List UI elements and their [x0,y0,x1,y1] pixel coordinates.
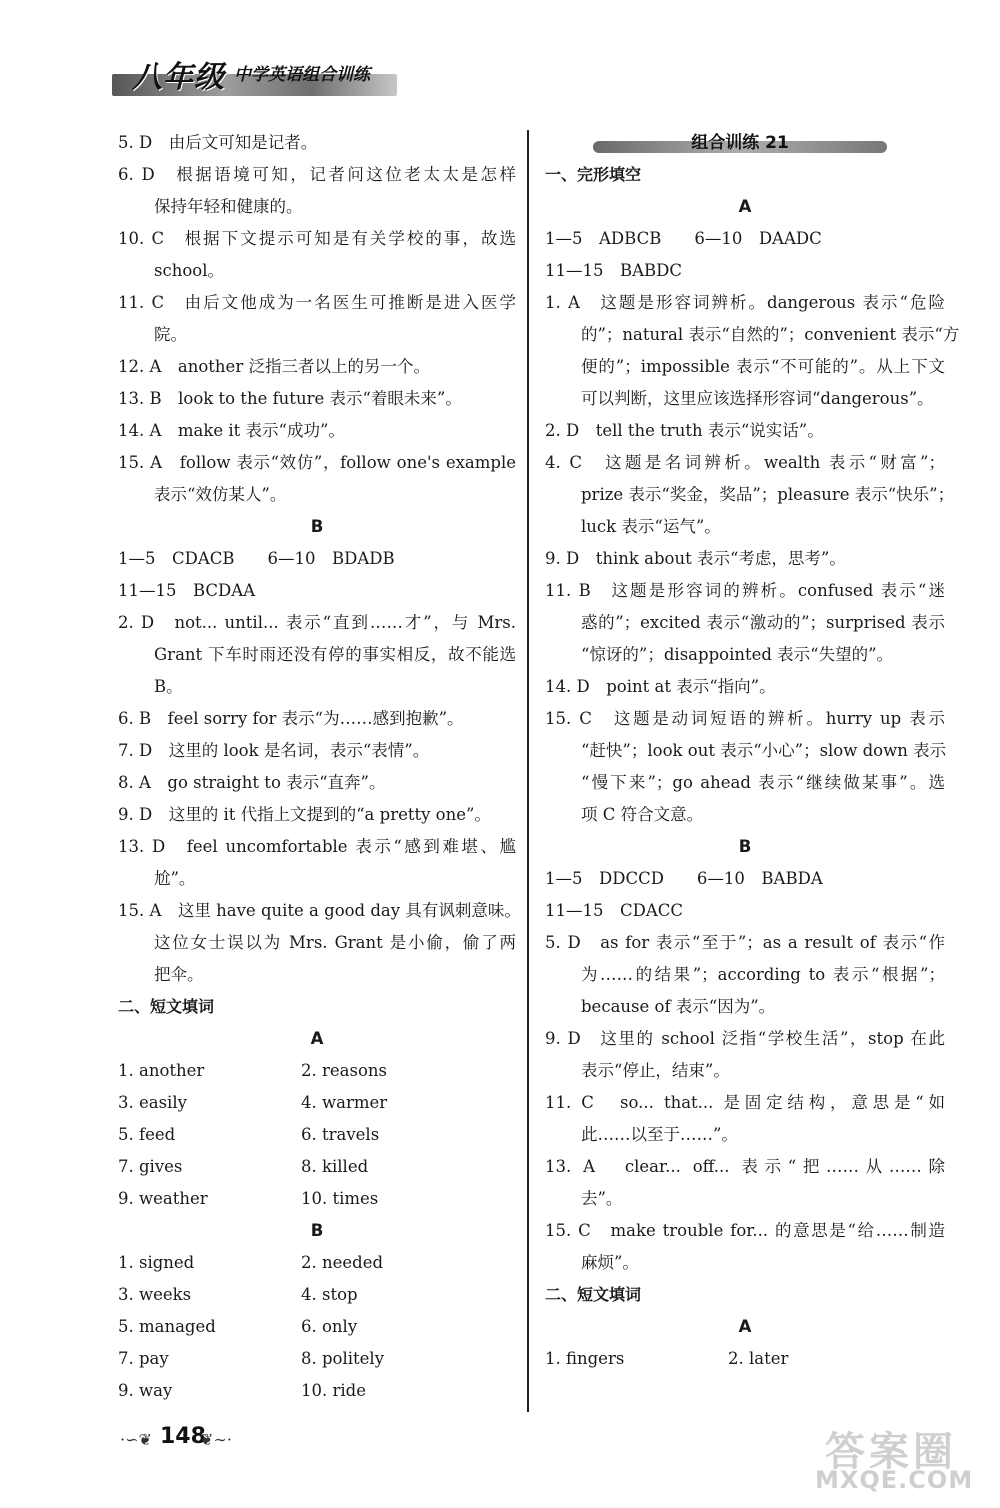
answer-line: 5. D as for 表示“至于”；as a result of 表示“作 [545,933,945,952]
training-title [545,127,945,159]
fill-answer: 10. ride [301,1381,366,1400]
page-header [112,52,402,104]
fill-row [118,1375,516,1407]
ornament-left-icon: ·∽❦ [120,1430,152,1449]
answer-line: 13. B look to the future 表示“着眼未来”。 [118,389,462,408]
fill-row [118,1087,516,1119]
answer-line: 惑的”；excited 表示“激动的”；surprised 表示 [581,613,945,632]
fill-answer: 1. signed [118,1253,195,1272]
fill-answer: 7. pay [118,1349,169,1368]
answer-line: B。 [154,677,183,696]
answer-line: 1—5 DDCCD 6—10 BABDA [545,869,823,888]
answer-line: luck 表示“运气”。 [581,517,721,536]
fill-answer: 1. another [118,1061,205,1080]
answer-line: 5. D 由后文可知是记者。 [118,133,318,152]
left-column [118,127,521,1407]
left-fill-grid-b [118,1247,516,1407]
answer-line: 4. C 这题是名词辨析。wealth 表示“财富”； [545,453,945,472]
fill-answer: 6. travels [301,1125,380,1144]
answer-line: 9. D think about 表示“考虑，思考”。 [545,549,846,568]
answer-line: 12. A another 泛指三者以上的另一个。 [118,357,430,376]
answer-line: school。 [154,261,224,280]
answer-line: 11—15 CDACC [545,901,684,920]
answer-line: 便的”；impossible 表示“不可能的”。从上下文 [581,357,945,376]
answer-line: 二、短文填词 [545,1285,642,1304]
fill-answer: 4. stop [301,1285,358,1304]
left-answer-lines [118,127,521,1055]
fill-answer: 4. warmer [301,1093,388,1112]
fill-answer: 5. feed [118,1125,176,1144]
fill-answer: 8. killed [301,1157,369,1176]
answer-line: 麻烦”。 [581,1253,639,1272]
watermark-logo-text: 答案圈 [825,1429,957,1475]
answer-line: “慢下来”；go ahead 表示“继续做某事”。选 [581,773,945,792]
answer-line: 项 C 符合文意。 [581,805,704,824]
answer-line: 9. D 这里的 it 代指上文提到的“a pretty one”。 [118,805,491,824]
answer-line: 可以判断，这里应该选择形容词“dangerous”。 [581,389,934,408]
answer-line: 11—15 BCDAA [118,581,256,600]
answer-line: B [310,517,324,536]
fill-row [118,1343,516,1375]
fill-answer: 2. needed [301,1253,384,1272]
answer-line: 8. A go straight to 表示“直奔”。 [118,773,386,792]
answer-line: 2. D tell the truth 表示“说实话”。 [545,421,824,440]
answer-line: A [310,1029,324,1048]
book-title: 中学英语组合训练 [234,65,370,85]
right-fill-grid-a [545,1343,945,1375]
right-answer-lines [545,159,960,1343]
fill-answer: 7. gives [118,1157,183,1176]
answer-line: 为……的结果”；according to 表示“根据”； [581,965,945,984]
fill-answer: 3. easily [118,1093,187,1112]
left-fill-grid-a [118,1055,516,1215]
answer-line: 1. A 这题是形容词辨析。dangerous 表示“危险 [545,293,945,312]
answer-line: prize 表示“奖金，奖品”；pleasure 表示“快乐”； [581,485,955,504]
answer-line: 15. C 这题是动词短语的辨析。hurry up 表示 [545,709,945,728]
fill-row [118,1311,516,1343]
watermark [795,1420,995,1500]
answer-line: 二、短文填词 [118,997,215,1016]
fill-answer: 9. weather [118,1189,208,1208]
fill-answer: 9. way [118,1381,173,1400]
answer-line: 13. D feel uncomfortable 表示“感到难堪、尴 [118,837,516,856]
answer-line: 保持年轻和健康的。 [154,197,303,216]
answer-line: 这位女士误以为 Mrs. Grant 是小偷，偷了两 [154,933,516,952]
grade-title: 八年级 [132,60,225,95]
fill-row [118,1183,516,1215]
fill-answer: 2. reasons [301,1061,387,1080]
page-number [120,1420,240,1460]
fill-answer: 2. later [728,1349,789,1368]
answer-line: 10. C 根据下文提示可知是有关学校的事，故选 [118,229,516,248]
answer-line: 11—15 BABDC [545,261,683,280]
fill-row [118,1279,516,1311]
column-divider [527,130,529,1412]
answer-line: 11. B 这题是形容词的辨析。confused 表示“迷 [545,581,945,600]
answer-line: 15. A follow 表示“效仿”，follow one's example [118,453,516,472]
page-number-text: 148 [160,1424,206,1449]
answer-line: 11. C so... that... 是固定结构，意思是“如 [545,1093,945,1112]
answer-line: 11. C 由后文他成为一名医生可推断是进入医学 [118,293,516,312]
answer-line: 尬”。 [154,869,196,888]
fill-row [118,1119,516,1151]
answer-line: 15. A 这里 have quite a good day 具有讽刺意味。 [118,901,521,920]
fill-answer: 8. politely [301,1349,385,1368]
answer-line: “惊讶的”；disappointed 表示“失望的”。 [581,645,894,664]
fill-row [118,1055,516,1087]
answer-line: 7. D 这里的 look 是名词，表示“表情”。 [118,741,430,760]
answer-line: 表示“停止，结束”。 [581,1061,730,1080]
answer-line: 表示“效仿某人”。 [154,485,287,504]
answer-line: 一、完形填空 [545,165,642,184]
right-column [545,127,960,1375]
answer-line: 1—5 CDACB 6—10 BDADB [118,549,395,568]
answer-line: 9. D 这里的 school 泛指“学校生活”，stop 在此 [545,1029,945,1048]
answer-line: 6. D 根据语境可知，记者问这位老太太是怎样 [118,165,516,184]
answer-line: 13. A clear... off... 表示“把……从……除 [545,1157,945,1176]
watermark-url: MXQE.COM [815,1466,974,1494]
fill-answer: 1. fingers [545,1349,625,1368]
answer-line: 去”。 [581,1189,623,1208]
fill-row [118,1151,516,1183]
answer-line: 15. C make trouble for... 的意思是“给……制造 [545,1221,945,1240]
answer-line: 1—5 ADBCB 6—10 DAADC [545,229,822,248]
answer-line: A [738,1317,752,1336]
answer-line: 2. D not... until... 表示“直到……才”，与 Mrs. [118,613,516,632]
answer-line: Grant 下车时雨还没有停的事实相反，故不能选 [154,645,516,664]
answer-line: 此……以至于……”。 [581,1125,738,1144]
answer-line: 把伞。 [154,965,204,984]
fill-answer: 6. only [301,1317,358,1336]
answer-line: B [738,837,752,856]
answer-line: 14. D point at 表示“指向”。 [545,677,776,696]
answer-line: A [738,197,752,216]
fill-answer: 10. times [301,1189,379,1208]
ornament-right-icon: ❦∼· [200,1430,232,1449]
fill-row [118,1247,516,1279]
answer-line: 院。 [154,325,187,344]
answer-line: 14. A make it 表示“成功”。 [118,421,345,440]
answer-line: “赶快”；look out 表示“小心”；slow down 表示 [581,741,947,760]
answer-line: because of 表示“因为”。 [581,997,776,1016]
fill-row [545,1343,945,1375]
answer-line: 的”；natural 表示“自然的”；convenient 表示“方 [581,325,960,344]
fill-answer: 5. managed [118,1317,216,1336]
section-label-b: B [310,1221,324,1240]
answer-line: 6. B feel sorry for 表示“为……感到抱歉”。 [118,709,464,728]
training-title-text: 组合训练 21 [691,133,789,153]
fill-answer: 3. weeks [118,1285,192,1304]
